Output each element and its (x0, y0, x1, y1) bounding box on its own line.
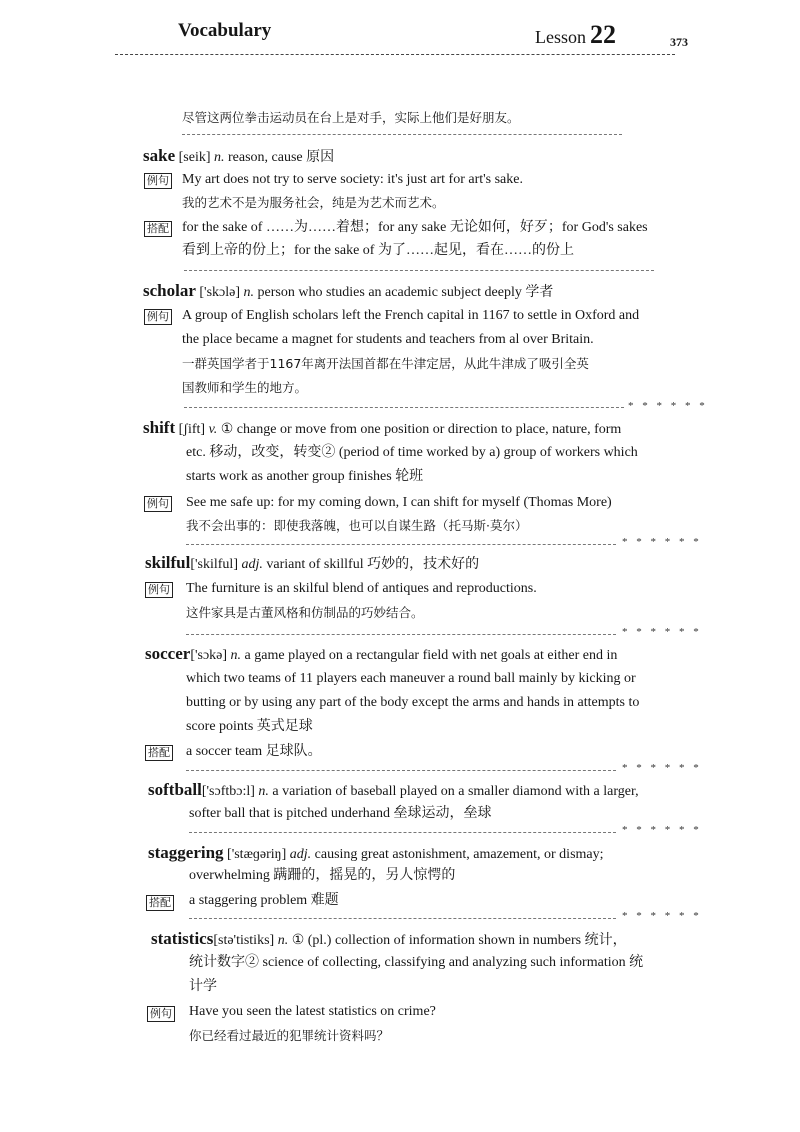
definition-line-3: butting or by using any part of the body except the arms and hands in attempts to (186, 695, 640, 710)
phonetic: ['sɔkə] (190, 648, 228, 663)
lesson-word: Lesson (535, 27, 586, 47)
lesson-number: 22 (590, 20, 616, 49)
section-stars: * * * * * * (628, 400, 708, 412)
example-en: Have you seen the latest statistics on crime? (189, 1004, 436, 1019)
headword: statistics (151, 929, 214, 948)
definition: variant of skillful 巧妙的，技术好的 (266, 557, 480, 572)
headword: sake (143, 146, 176, 165)
definition-line-2: overwhelming 蹒跚的，摇晃的，另人惊愕的 (189, 868, 456, 883)
collocation-tag: 搭配 (146, 895, 174, 911)
definition-line-2: etc. 移动，改变，转变② (period of time worked by a) group of workers which (186, 445, 638, 460)
example-en: See me safe up: for my coming down, I can shift for myself (Thomas More) (186, 495, 612, 510)
headword: skilful (145, 553, 191, 572)
definition-line-4: score points 英式足球 (186, 719, 313, 734)
collocation-line-1: for the sake of ……为……着想；for any sake 无论如何，好歹；for God's sakes (182, 220, 648, 235)
definition-line-2: which two teams of 11 players each maneuver a round ball mainly by kicking or (186, 671, 636, 686)
section-stars: * * * * * * (622, 762, 702, 774)
definition-line-2: softer ball that is pitched underhand 垒球运动，垒球 (189, 806, 492, 821)
page-number: 373 (670, 35, 688, 49)
example-en: My art does not try to serve society: it's just art for art's sake. (182, 172, 523, 187)
divider (186, 544, 616, 545)
example-cn: 我的艺术不是为服务社会，纯是为艺术而艺术。 (182, 195, 445, 210)
collocation: a soccer team 足球队。 (186, 744, 322, 759)
definition: reason, cause 原因 (228, 150, 335, 165)
collocation: a staggering problem 难题 (189, 893, 339, 908)
divider (182, 134, 622, 135)
headword: soccer (145, 644, 191, 663)
phonetic: [stə'tistiks] (213, 933, 275, 948)
divider (186, 770, 616, 771)
divider (189, 918, 616, 919)
definition-line-1: causing great astonishment, amazement, or dismay; (314, 847, 604, 862)
part-of-speech: n. (243, 285, 255, 300)
phonetic: ['skɔlə] (199, 285, 241, 300)
divider (189, 832, 616, 833)
entry-soccer-headword (145, 644, 617, 666)
example-tag: 例句 (144, 309, 172, 325)
definition-line-1: a variation of baseball played on a smaller diamond with a larger, (272, 784, 639, 799)
part-of-speech: v. (208, 422, 218, 437)
divider (184, 407, 624, 408)
headword: softball (148, 780, 202, 799)
example-cn: 我不会出事的：即使我落魄，也可以自谋生路（托马斯·莫尔） (186, 518, 528, 533)
collocation-tag: 搭配 (145, 745, 173, 761)
intro-translation: 尽管这两位拳击运动员在台上是对手，实际上他们是好朋友。 (182, 110, 520, 125)
example-en: The furniture is an skilful blend of antiques and reproductions. (186, 581, 537, 596)
headword: staggering (148, 843, 224, 862)
entry-sake-headword (143, 146, 334, 168)
headword: shift (143, 418, 176, 437)
example-cn: 这件家具是古董风格和仿制品的巧妙结合。 (186, 605, 424, 620)
example-cn: 你已经看过最近的犯罪统计资料吗？ (189, 1028, 390, 1043)
part-of-speech: n. (258, 784, 269, 799)
example-en-line-1: A group of English scholars left the French capital in 1167 to settle in Oxford and (182, 308, 640, 323)
phonetic: ['sɔftbɔ:l] (201, 784, 255, 799)
phonetic: [ʃift] (178, 422, 206, 437)
definition-line-1: a game played on a rectangular field with net goals at either end in (244, 648, 618, 663)
phonetic: ['stæɡəriŋ] (227, 847, 287, 862)
divider (186, 634, 616, 635)
collocation-tag: 搭配 (144, 221, 172, 237)
example-tag: 例句 (144, 496, 172, 512)
entry-scholar-headword (143, 281, 553, 303)
phonetic: [seik] (178, 150, 211, 165)
part-of-speech: n. (277, 933, 289, 948)
entry-shift-headword (143, 418, 621, 440)
example-cn-line-1: 一群英国学者于1167年离开法国首都在牛津定居，从此牛津成了吸引全英 (182, 356, 589, 371)
example-en-line-2: the place became a magnet for students and teachers from al over Britain. (182, 332, 594, 347)
part-of-speech: adj. (289, 847, 312, 862)
entry-statistics-headword (151, 929, 627, 951)
example-cn-line-2: 国教师和学生的地方。 (182, 380, 308, 395)
section-stars: * * * * * * (622, 626, 702, 638)
collocation-line-2: 看到上帝的份上；for the sake of 为了……起见，看在……的份上 (182, 243, 574, 258)
phonetic: ['skilful] (190, 557, 238, 572)
example-tag: 例句 (144, 173, 172, 189)
definition-line-2: 统计数字② science of collecting, classifying and analyzing such information 统 (189, 955, 644, 970)
lesson-label (535, 20, 616, 50)
definition-line-3: 计学 (189, 979, 217, 994)
entry-staggering-headword (148, 843, 604, 865)
definition-line-3: starts work as another group finishes 轮班 (186, 469, 424, 484)
part-of-speech: n. (230, 648, 242, 663)
header-divider (115, 54, 675, 55)
section-stars: * * * * * * (622, 536, 702, 548)
example-tag: 例句 (145, 582, 173, 598)
section-stars: * * * * * * (622, 824, 702, 836)
divider (184, 270, 654, 271)
entry-softball-headword (148, 780, 639, 802)
part-of-speech: adj. (241, 557, 263, 572)
entry-skilful-headword (145, 553, 479, 575)
part-of-speech: n. (214, 150, 225, 165)
example-tag: 例句 (147, 1006, 175, 1022)
definition: person who studies an academic subject deeply 学者 (257, 285, 554, 300)
section-stars: * * * * * * (622, 910, 702, 922)
definition-line-1: ① (pl.) collection of information shown in numbers 统计， (291, 933, 627, 948)
definition-line-1: ① change or move from one position or direction to place, nature, form (220, 422, 622, 437)
headword: scholar (143, 281, 196, 300)
header-title: Vocabulary (178, 20, 272, 41)
